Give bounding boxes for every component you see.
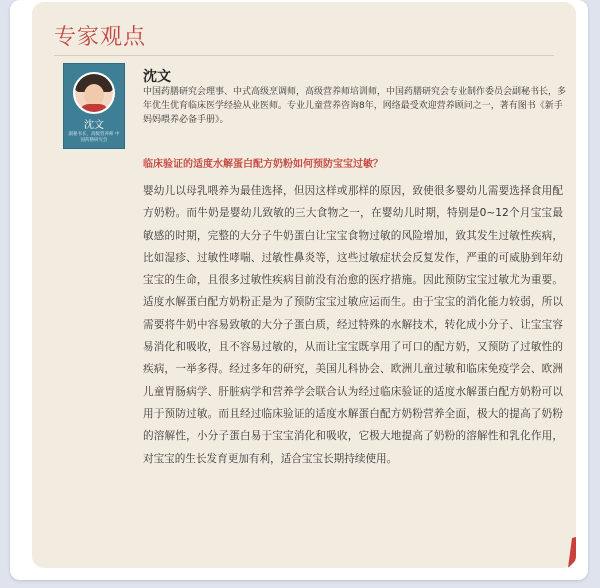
expert-name: 沈文 [143, 69, 171, 85]
article-question: 临床验证的适度水解蛋白配方奶粉如何预防宝宝过敏？ [143, 159, 383, 170]
photo-name-label: 沈文 [84, 120, 104, 131]
content-panel [10, 0, 588, 580]
page-corner-fold-icon [568, 530, 576, 568]
photo-caption: 副秘书长，高级营养师 中国药膳研究会 [68, 132, 120, 143]
expert-photo-card [63, 63, 125, 149]
section-title: 专家观点 [54, 25, 147, 50]
expert-opinion-card [32, 2, 576, 568]
title-divider [54, 55, 554, 56]
expert-bio: 中国药膳研究会理事、中式高级烹调师，高级营养师培训师，中国药膳研究会专业制作委员会副秘书长，多年优生优育临床医学经验从业医师。专业儿童营养咨询8年，网络最受欢迎营养顾问之一，著有图书《新手妈妈喂养必备手册》。 [143, 87, 567, 125]
article-body: 婴幼儿以母乳喂养为最佳选择，但因这样或那样的原因，致使很多婴幼儿需要选择食用配方奶粉。而牛奶是婴幼儿致敏的三大食物之一，在婴幼儿时期，特别是0~12个月宝宝最敏感的时期，完整的大分子牛奶蛋白让宝宝食物过敏的风险增加，致其发生过敏性疾病，比如湿疹、过敏性哮喘、过敏性鼻炎等，这些过敏症状会反复发作，严重的可威胁到年幼宝宝的生命，且很多过敏性疾病目前没有治愈的医疗措施。因此预防宝宝过敏尤为重要。适度水解蛋白配方奶粉正是为了预防宝宝过敏应运而生。由于宝宝的消化能力较弱，所以需要将牛奶中容易致敏的大分子蛋白质，经过特殊的水解技术，转化成小分子、让宝宝容易消化和吸收，且不容易过敏的，从而让宝宝既享用了可口的配方奶，又预防了过敏性的疾病，一举多得。经过多年的研究，美国儿科协会、欧洲儿童过敏和临床免疫学会、欧洲儿童胃肠病学、肝脏病学和营养学会联合认为经过临床验证的适度水解蛋白配方奶粉可以用于预防过敏。而且经过临床验证的适度水解蛋白配方奶粉营养全面，极大的提高了奶粉的溶解性，小分子蛋白易于宝宝消化和吸收，它极大地提高了奶粉的溶解性和乳化作用，对宝宝的生长发育更加有利，适合宝宝长期持续使用。 [143, 185, 563, 465]
expert-avatar [73, 72, 115, 114]
